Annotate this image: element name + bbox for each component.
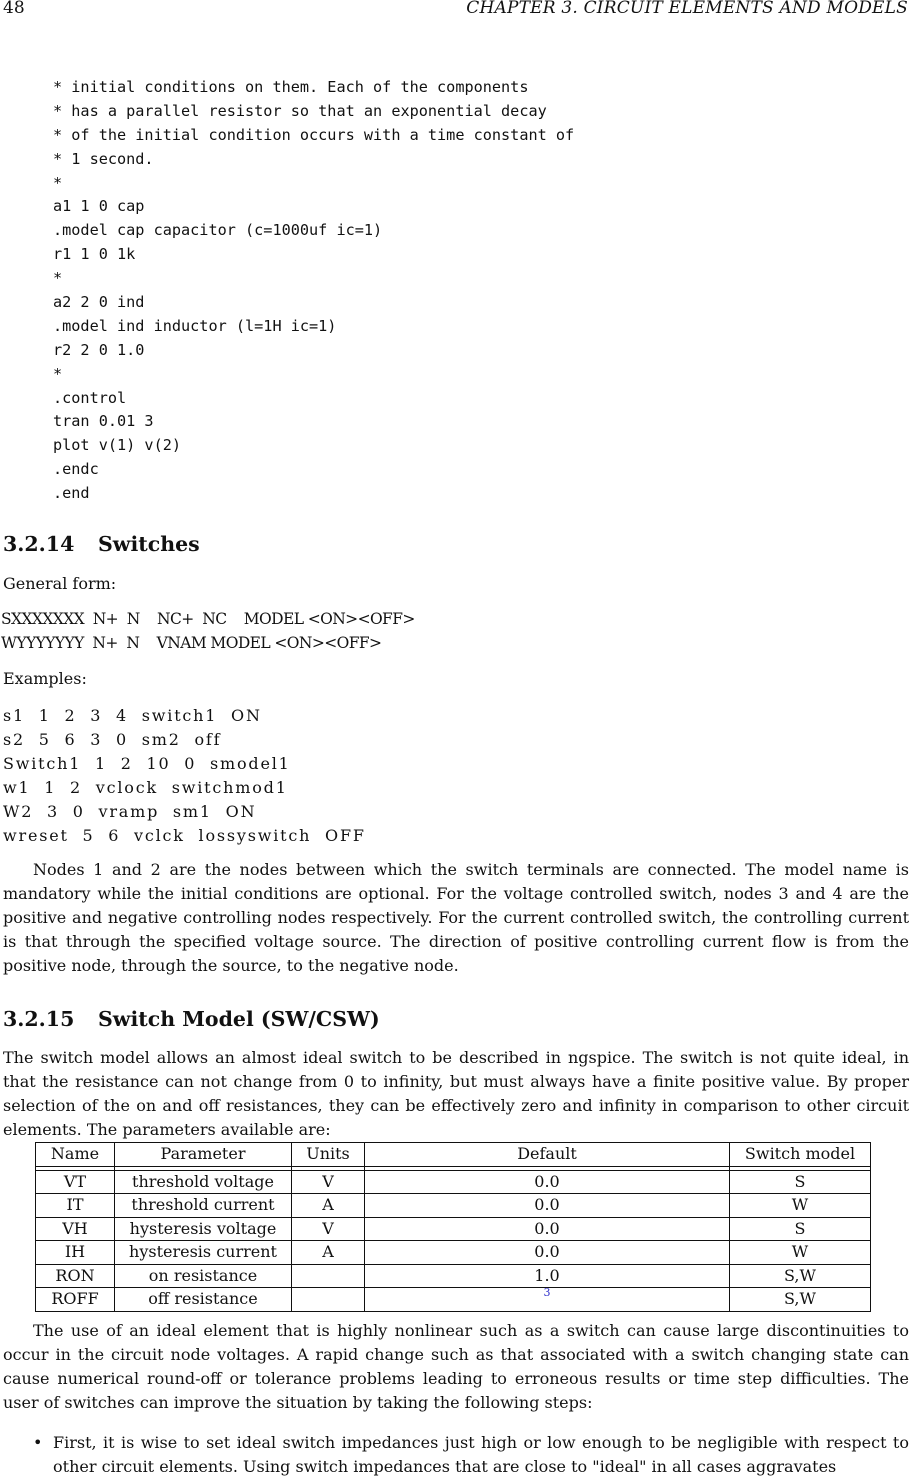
- table-cell: V: [292, 1217, 365, 1241]
- example-line: W2 3 0 vramp sm1 ON: [3, 802, 257, 821]
- code-line: a1 1 0 cap: [53, 197, 145, 216]
- table-cell: threshold voltage: [115, 1170, 292, 1194]
- steps-list: [33, 1431, 909, 1478]
- table-cell: IH: [36, 1241, 115, 1265]
- switches-paragraph: Nodes 1 and 2 are the nodes between which the switch terminals are connected. The model name is mandatory while the initial conditions are optional. For the voltage controlled switch, nodes 3 and 4 are the positive and negative controlling nodes respectively. For the current controlled switch, the controlling current is that through the specified voltage source. The direction of positive controlling current flow is from the positive node, through the source, to the negative node.: [3, 860, 909, 975]
- code-line: r2 2 0 1.0: [53, 340, 145, 359]
- page-number: 48: [3, 0, 25, 18]
- table-cell: 0.0: [365, 1241, 730, 1265]
- code-line: .end: [53, 484, 90, 503]
- code-line: * of the initial condition occurs with a time constant of: [53, 125, 575, 144]
- table-cell: W: [730, 1241, 871, 1265]
- example-line: w1 1 2 vclock switchmod1: [3, 778, 288, 797]
- table-cell: V: [292, 1170, 365, 1194]
- examples-listing: [3, 704, 366, 848]
- table-cell: 0.0: [365, 1217, 730, 1241]
- code-line: plot v(1) v(2): [53, 436, 182, 455]
- footnote-mark[interactable]: 3: [543, 1286, 551, 1300]
- table-cell: A: [292, 1241, 365, 1265]
- table-header: Name: [36, 1143, 115, 1167]
- code-line: a2 2 0 ind: [53, 293, 145, 312]
- general-form-line: WYYYYYYY N+ N VNAM MODEL <ON><OFF>: [1, 634, 382, 652]
- list-item: • First, it is wise to set ideal switch impedances just high or low enough to be negligible with respect to other circuit elements. Using switch impedances that are close to "ideal" in all cases aggravates: [33, 1431, 909, 1478]
- example-line: s1 1 2 3 4 switch1 ON: [3, 706, 262, 725]
- code-line: *: [53, 269, 63, 288]
- table-cell: S: [730, 1170, 871, 1194]
- table-cell: off resistance: [115, 1288, 292, 1312]
- table-header: Units: [292, 1143, 365, 1167]
- general-form-label: General form:: [3, 574, 117, 593]
- page-header: [3, 0, 908, 20]
- section-title: Switch Model (SW/CSW): [98, 1007, 380, 1031]
- code-line: r1 1 0 1k: [53, 245, 136, 264]
- code-listing: [53, 76, 574, 506]
- code-line: .model ind inductor (l=1H ic=1): [53, 316, 337, 335]
- parameter-table: [35, 1142, 871, 1312]
- table-cell: W: [730, 1194, 871, 1218]
- code-line: *: [53, 364, 63, 383]
- code-line: * has a parallel resistor so that an exponential decay: [53, 101, 547, 120]
- running-title: CHAPTER 3. CIRCUIT ELEMENTS AND MODELS: [466, 0, 908, 18]
- table-cell: threshold current: [115, 1194, 292, 1218]
- table-cell: IT: [36, 1194, 115, 1218]
- table-cell: [292, 1288, 365, 1312]
- table-cell: hysteresis current: [115, 1241, 292, 1265]
- table-cell: RON: [36, 1264, 115, 1288]
- code-line: .model cap capacitor (c=1000uf ic=1): [53, 221, 383, 240]
- code-line: .endc: [53, 460, 99, 479]
- table-header: Parameter: [115, 1143, 292, 1167]
- table-cell: ROFF: [36, 1288, 115, 1312]
- table-cell: hysteresis voltage: [115, 1217, 292, 1241]
- code-line: * initial conditions on them. Each of the components: [53, 78, 529, 96]
- table-cell: S: [730, 1217, 871, 1241]
- table-cell: on resistance: [115, 1264, 292, 1288]
- table-row: [36, 1241, 871, 1265]
- table-row: [36, 1170, 871, 1194]
- table-row: [36, 1217, 871, 1241]
- table-row: [36, 1264, 871, 1288]
- example-line: wreset 5 6 vclck lossyswitch OFF: [3, 826, 366, 845]
- section-title: Switches: [98, 532, 200, 556]
- table-row: [36, 1194, 871, 1218]
- table-cell: [365, 1288, 730, 1312]
- section-number: 3.2.15: [3, 1007, 75, 1031]
- table-cell: 0.0: [365, 1194, 730, 1218]
- switch-discontinuity-paragraph: The use of an ideal element that is highly nonlinear such as a switch can cause large discontinuities to occur in the circuit node voltages. A rapid change such as that associated with a switch changing state can cause numerical round-off or tolerance problems leading to erroneous results or time step difficulties. The user of switches can improve the situation by taking the following steps:: [3, 1321, 909, 1412]
- section-number: 3.2.14: [3, 532, 75, 556]
- code-line: * 1 second.: [53, 149, 154, 168]
- table-cell: S,W: [730, 1264, 871, 1288]
- table-header: Default: [365, 1143, 730, 1167]
- examples-label: Examples:: [3, 669, 87, 688]
- example-line: s2 5 6 3 0 sm2 off: [3, 730, 222, 749]
- code-line: tran 0.01 3: [53, 412, 154, 431]
- table-cell: S,W: [730, 1288, 871, 1312]
- section-heading-switch-model: [3, 1007, 380, 1031]
- table-cell: VH: [36, 1217, 115, 1241]
- table-cell: A: [292, 1194, 365, 1218]
- section-heading-switches: [3, 532, 200, 556]
- table-row: [36, 1288, 871, 1312]
- general-form-line: SXXXXXXX N+ N NC+ NC MODEL <ON><OFF>: [1, 610, 415, 628]
- code-line: .control: [53, 388, 127, 407]
- table-cell: 1.0: [365, 1264, 730, 1288]
- table-cell: [292, 1264, 365, 1288]
- table-cell: 0.0: [365, 1170, 730, 1194]
- switch-model-paragraph: The switch model allows an almost ideal switch to be described in ngspice. The switch is not quite ideal, in that the resistance can not change from 0 to infinity, but must always have a finite positive value. By proper selection of the on and off resistances, they can be effectively zero and infinity in comparison to other circuit elements. The parameters available are:: [3, 1048, 909, 1139]
- example-line: Switch1 1 2 10 0 smodel1: [3, 754, 291, 773]
- code-line: *: [53, 173, 63, 192]
- table-cell: VT: [36, 1170, 115, 1194]
- table-header-row: [36, 1143, 871, 1167]
- table-header: Switch model: [730, 1143, 871, 1167]
